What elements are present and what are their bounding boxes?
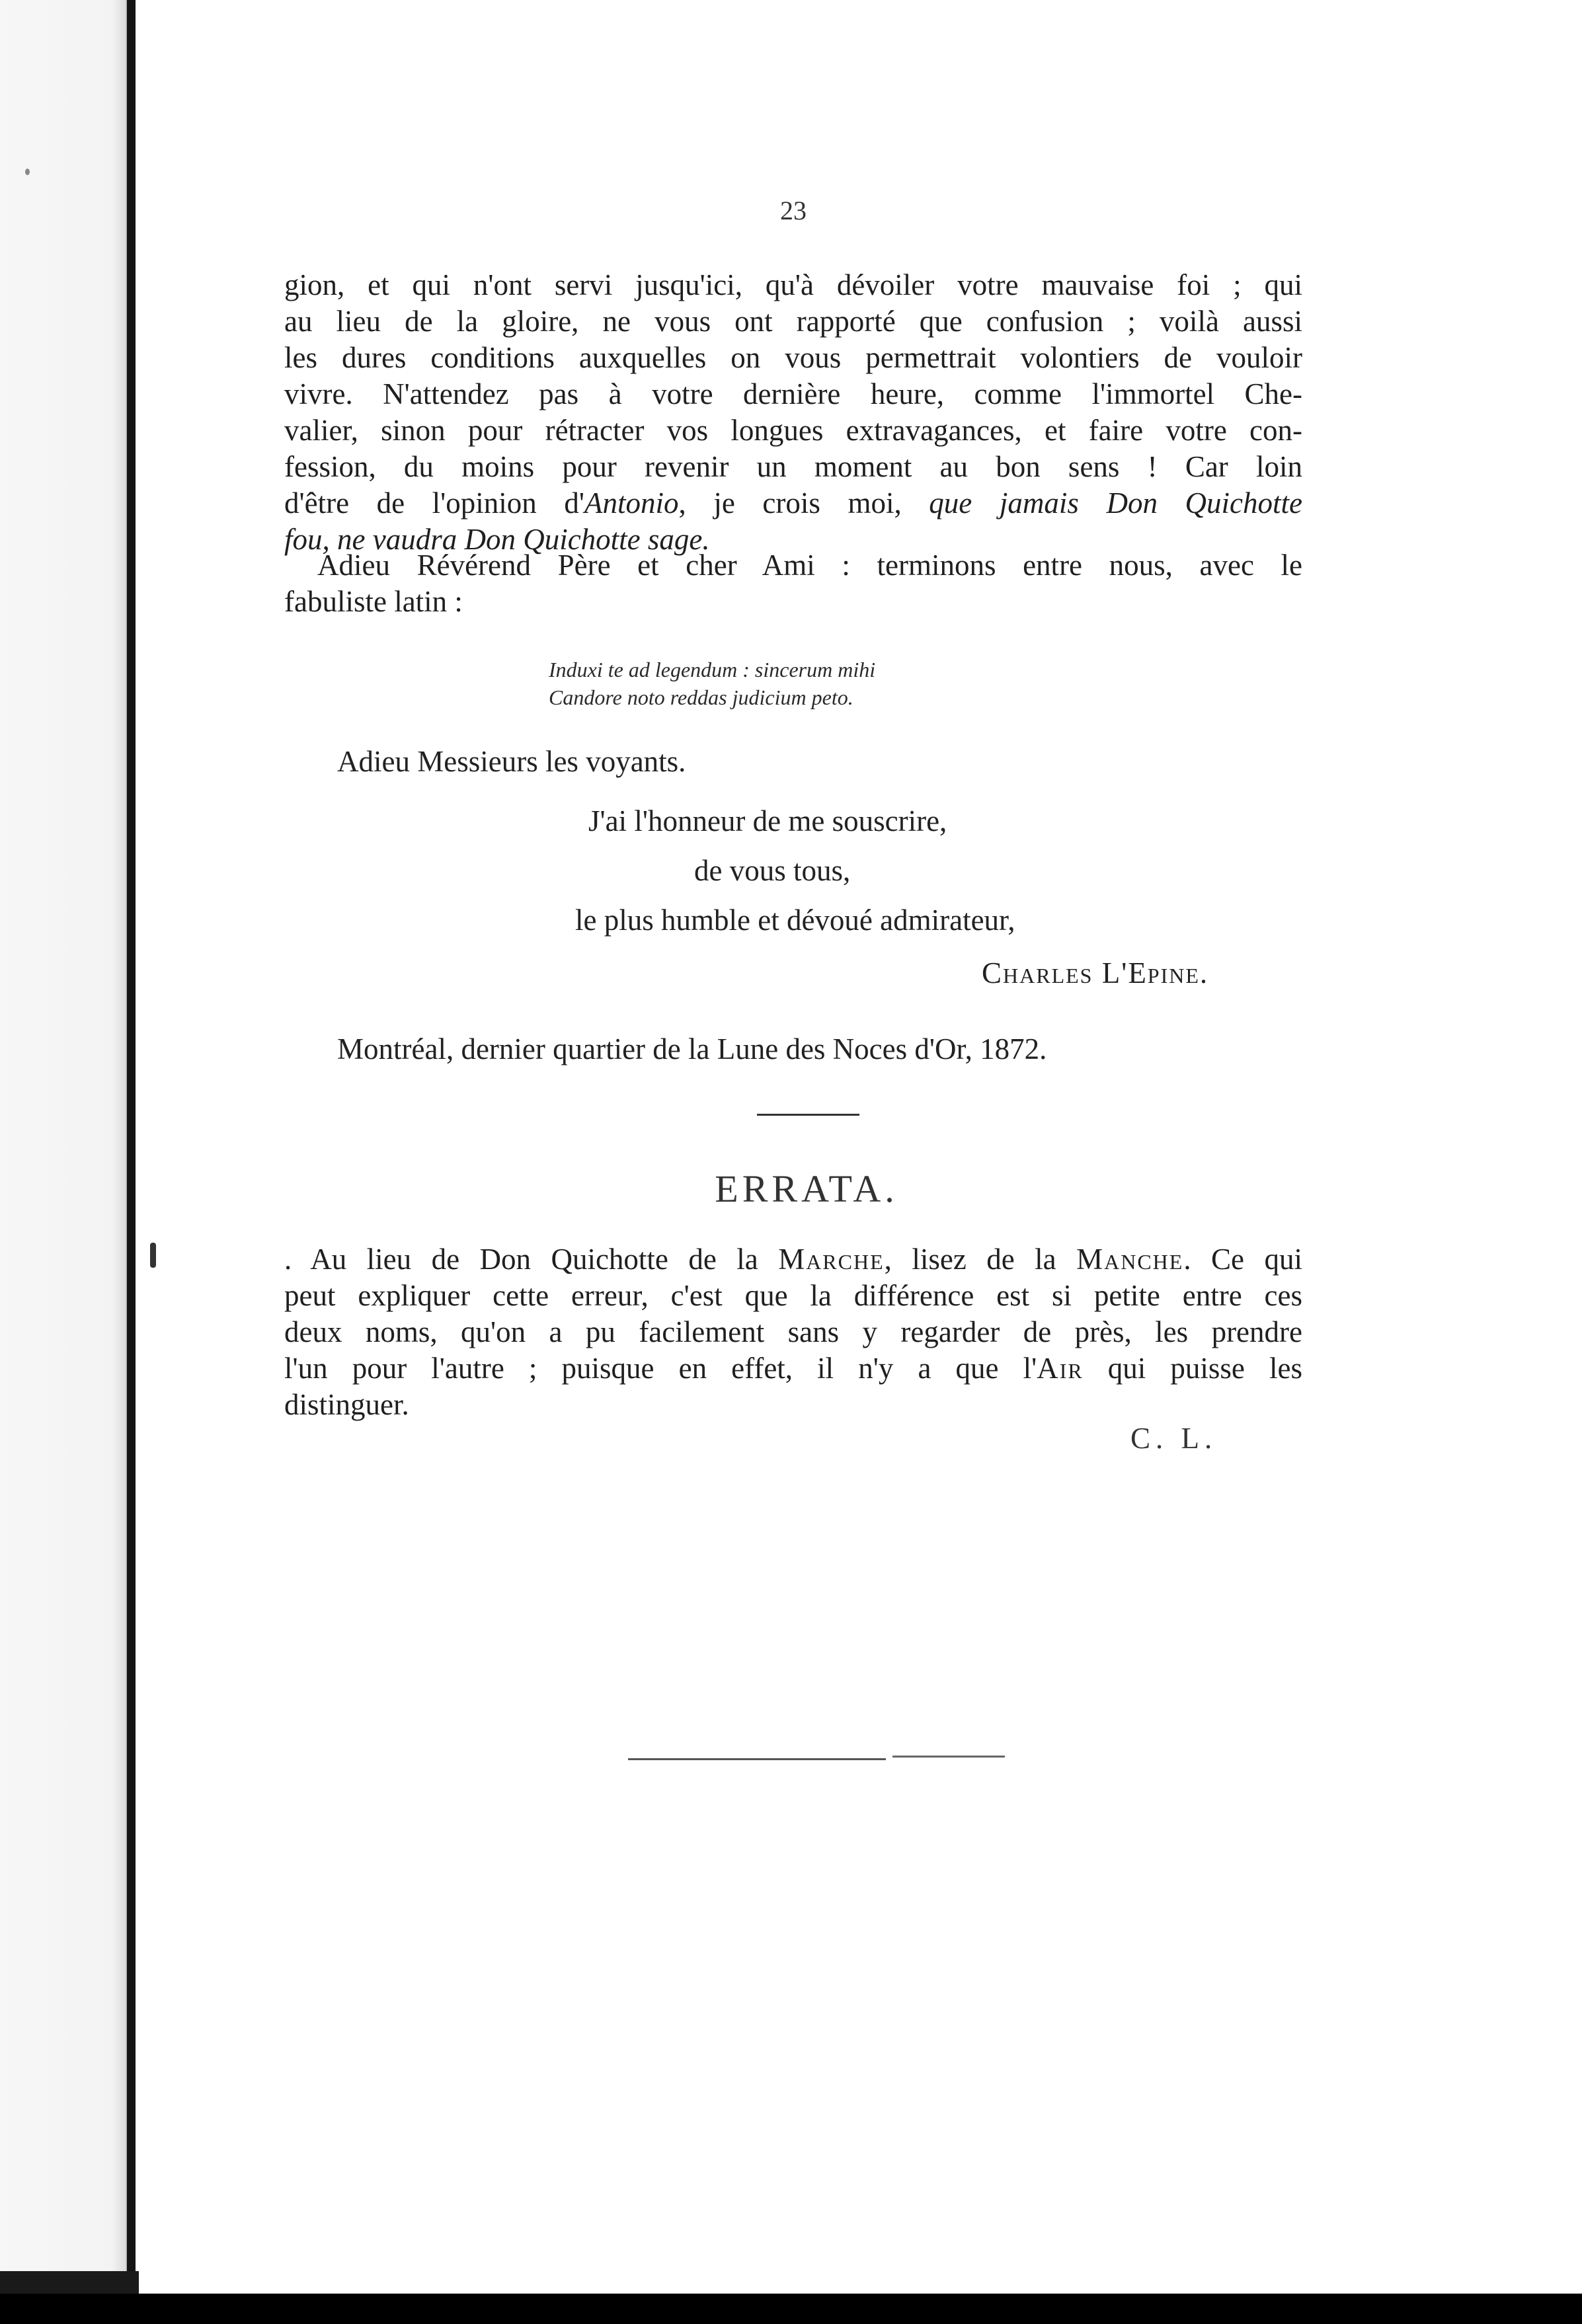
closing-line: de vous tous,: [694, 854, 851, 887]
text-run: l'un pour l'autre ; puisque en effet, il n'y a que l': [284, 1352, 1037, 1385]
text-run: qui puisse les: [1083, 1352, 1302, 1385]
text-line: [284, 1350, 1302, 1387]
text-line: deux noms, qu'on a pu facilement sans y regarder de près, les prendre: [284, 1315, 1302, 1348]
errata-signature: C. L.: [1130, 1422, 1218, 1455]
adieu-paragraph: [284, 547, 1302, 620]
text-line: peut expliquer cette erreur, c'est que la différence est si petite entre ces: [284, 1279, 1302, 1312]
small-caps-text: Air: [1037, 1352, 1084, 1385]
page-number: 23: [780, 196, 807, 225]
closing-line: le plus humble et dévoué admirateur,: [575, 904, 1015, 937]
italic-text: fou, ne vaudra Don Quichotte sage.: [284, 523, 710, 556]
text-line: au lieu de la gloire, ne vous ont rapporté que confusion ; voilà aussi: [284, 305, 1302, 338]
scan-speck: [150, 1243, 156, 1268]
scan-speck: [25, 169, 30, 175]
quote-line: Induxi te ad legendum : sincerum mihi: [549, 658, 876, 681]
text-line: gion, et qui n'ont servi jusqu'ici, qu'à dévoiler votre mauvaise foi ; qui: [284, 268, 1302, 301]
text-line: Adieu Révérend Père et cher Ami : terminons entre nous, avec le: [317, 549, 1302, 582]
scan-edge: [0, 2271, 139, 2294]
errata-paragraph: [284, 1241, 1302, 1423]
closing-line: J'ai l'honneur de me souscrire,: [588, 804, 947, 837]
text-run: . Au lieu de Don Quichotte de la: [284, 1243, 779, 1276]
text-line: fession, du moins pour revenir un moment au bon sens ! Car loin: [284, 450, 1302, 483]
text-line: fabuliste latin :: [284, 585, 463, 618]
book-spine: [127, 0, 135, 2324]
text-line: [284, 485, 1302, 522]
text-line: les dures conditions auxquelles on vous permettrait volontiers de vouloir: [284, 341, 1302, 374]
text-line: distinguer.: [284, 1388, 409, 1421]
dateline: Montréal, dernier quartier de la Lune des Noces d'Or, 1872.: [337, 1032, 1047, 1065]
italic-text: Antonio: [584, 486, 679, 520]
closing-line: Adieu Messieurs les voyants.: [337, 745, 686, 778]
scan-bottom-border: [0, 2294, 1582, 2324]
section-divider: [757, 1114, 859, 1116]
quote-line: Candore noto reddas judicium peto.: [549, 685, 853, 709]
text-run: , je crois moi,: [678, 486, 929, 520]
text-run: , lisez de la: [884, 1243, 1077, 1276]
text-line: [284, 1241, 1302, 1278]
end-rule: [628, 1758, 886, 1760]
signature: Charles L'Epine.: [982, 956, 1209, 989]
text-line: vivre. N'attendez pas à votre dernière heure, comme l'immortel Che-: [284, 377, 1302, 410]
end-rule: [892, 1756, 1005, 1758]
small-caps-text: Marche: [778, 1243, 885, 1276]
text-line: valier, sinon pour rétracter vos longues extravagances, et faire votre con-: [284, 414, 1302, 447]
text-run: . Ce qui: [1183, 1243, 1302, 1276]
small-caps-text: Manche: [1076, 1243, 1184, 1276]
italic-text: que jamais Don Quichotte: [929, 486, 1302, 520]
book-gutter: [0, 0, 136, 2324]
latin-quote: [549, 656, 1051, 711]
body-paragraph: [284, 267, 1302, 558]
text-run: d'être de l'opinion d': [284, 486, 584, 520]
errata-heading: ERRATA.: [715, 1167, 898, 1210]
